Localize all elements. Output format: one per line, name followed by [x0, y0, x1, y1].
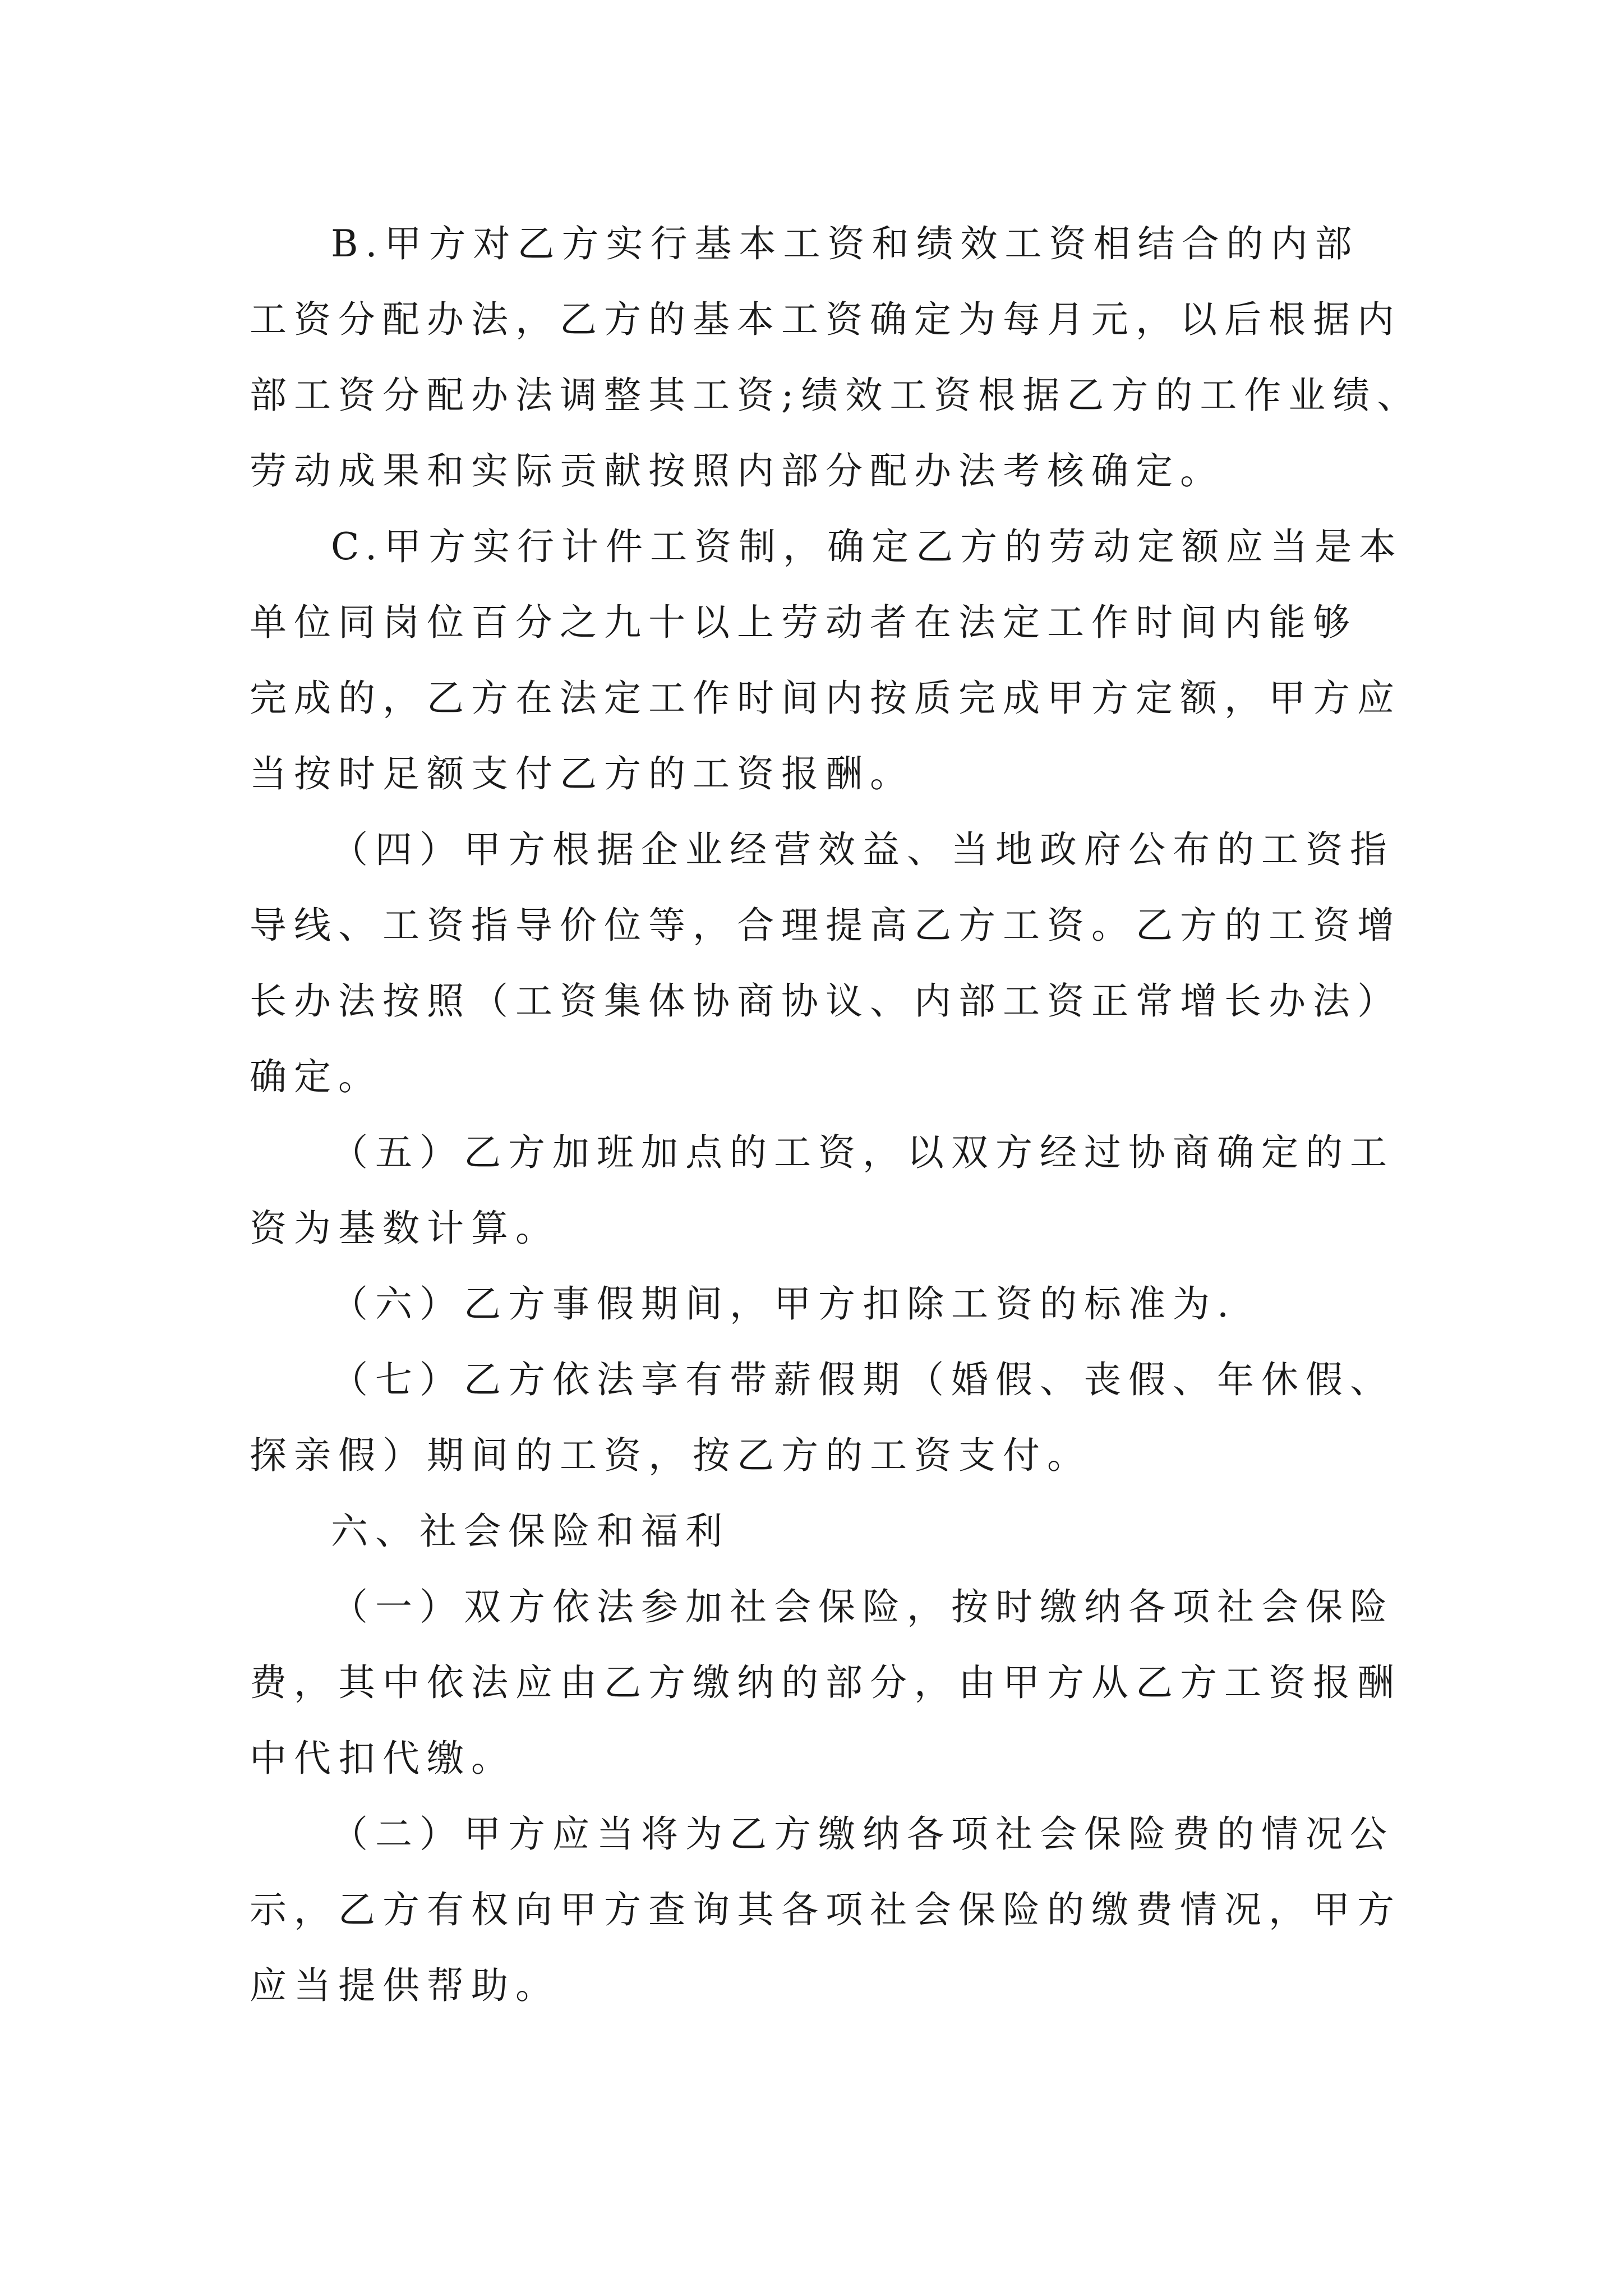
line-6: 单位同岗位百分之九十以上劳动者在法定工作时间内能够 — [250, 601, 1357, 644]
line-7: 完成的，乙方在法定工作时间内按质完成甲方定额，甲方应 — [250, 677, 1401, 720]
line-11: 长办法按照（工资集体协商协议、内部工资正常增长办法） — [250, 979, 1401, 1023]
line-12: 确定。 — [250, 1055, 382, 1098]
line-14: 资为基数计算。 — [250, 1207, 560, 1250]
line-2: 工资分配办法，乙方的基本工资确定为每月元，以后根据内 — [250, 298, 1401, 341]
line-13: （五）乙方加班加点的工资，以双方经过协商确定的工 — [331, 1131, 1394, 1174]
line-15: （六）乙方事假期间，甲方扣除工资的标准为. — [331, 1282, 1236, 1326]
line-17: 探亲假）期间的工资，按乙方的工资支付。 — [250, 1434, 1091, 1477]
line-16: （七）乙方依法享有带薪假期（婚假、丧假、年休假、 — [331, 1358, 1394, 1401]
line-5: C.甲方实行计件工资制，确定乙方的劳动定额应当是本 — [331, 525, 1404, 568]
line-23: 示，乙方有权向甲方查询其各项社会保险的缴费情况，甲方 — [250, 1888, 1401, 1931]
line-9: （四）甲方根据企业经营效益、当地政府公布的工资指 — [331, 828, 1394, 871]
line-22: （二）甲方应当将为乙方缴纳各项社会保险费的情况公 — [331, 1812, 1394, 1856]
line-1: B.甲方对乙方实行基本工资和绩效工资相结合的内部 — [331, 222, 1359, 265]
line-21: 中代扣代缴。 — [250, 1737, 515, 1780]
line-24: 应当提供帮助。 — [250, 1964, 560, 2007]
line-8: 当按时足额支付乙方的工资报酬。 — [250, 752, 914, 795]
line-19: （一）双方依法参加社会保险，按时缴纳各项社会保险 — [331, 1585, 1394, 1628]
line-20: 费，其中依法应由乙方缴纳的部分，由甲方从乙方工资报酬 — [250, 1661, 1401, 1704]
section-heading-social-insurance: 六、社会保险和福利 — [331, 1510, 730, 1553]
line-4: 劳动成果和实际贡献按照内部分配办法考核确定。 — [250, 449, 1224, 493]
line-3: 部工资分配办法调整其工资;绩效工资根据乙方的工作业绩、 — [250, 374, 1422, 417]
line-10: 导线、工资指导价位等，合理提高乙方工资。乙方的工资增 — [250, 904, 1401, 947]
